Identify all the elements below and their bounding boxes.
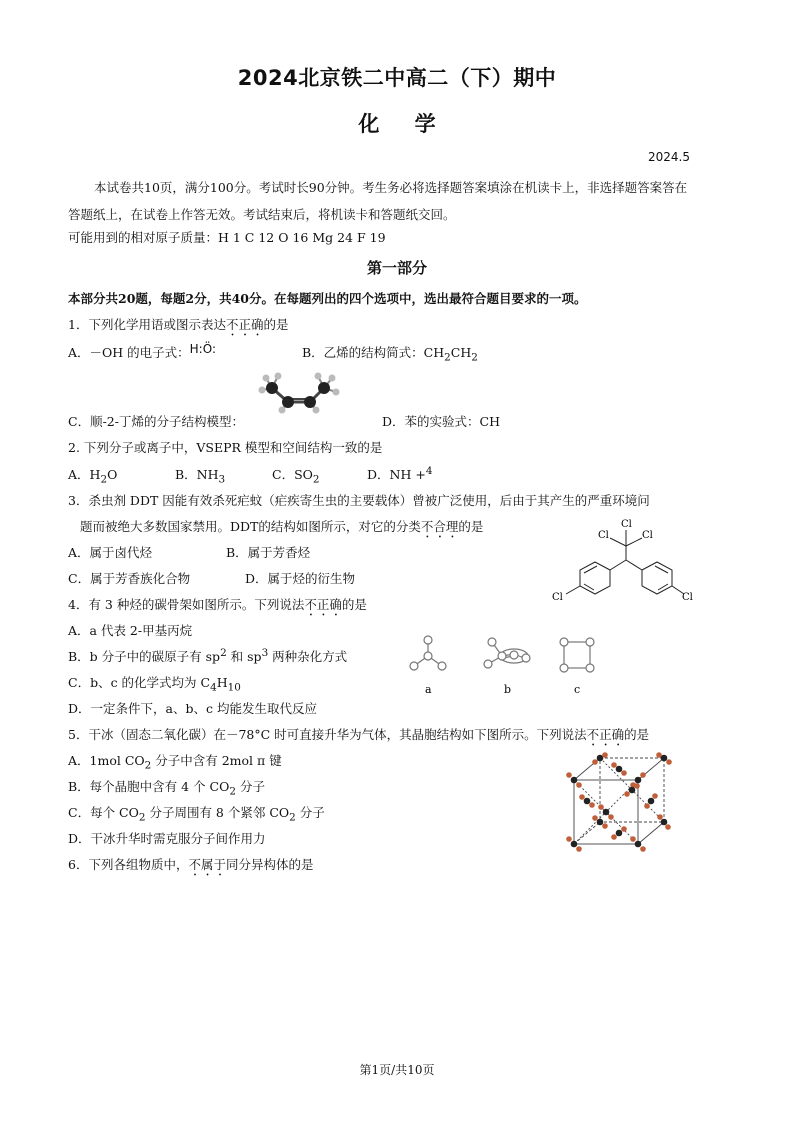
q4-option-b: B．b 分子中的碳原子有 $sp^2$ 和 $sp^3$ 两种杂化方式	[68, 647, 348, 665]
ddt-structure-diagram	[548, 516, 700, 606]
part-intro: 本部分共20题，每题2分，共40分。在每题列出的四个选项中，选出最符合题目要求的一项。	[68, 291, 587, 306]
q3-option-d: D．属于烃的衍生物	[245, 571, 356, 586]
emphasis-text: 不正确	[225, 317, 264, 332]
q1-stem: 1．下列化学用语或图示表达不正确的是	[68, 317, 289, 332]
q2-option-d: D．NH +$^4$	[367, 465, 433, 483]
q4-option-d: D．一定条件下，a、b、c 均能发生取代反应	[68, 701, 317, 716]
q5-option-a: A．1mol $CO_2$ 分子中含有 2mol π 键	[68, 753, 282, 772]
ddt-cl-label: Cl	[682, 592, 693, 603]
q3-stem-line2: 题而被绝大多数国家禁用。DDT的结构如图所示，对它的分类不合理的是	[80, 519, 484, 534]
q2-option-c: C．$SO_2$	[272, 467, 320, 486]
emphasis-text: 不正确	[304, 597, 342, 612]
q5-option-b: B．每个晶胞中含有 4 个 $CO_2$ 分子	[68, 779, 265, 798]
emphasis-text: 不合理	[420, 519, 459, 534]
q5-option-d: D．干冰升华时需克服分子间作用力	[68, 831, 266, 846]
page-footer: 第1页/共10页	[359, 1063, 435, 1077]
q1-option-a: A．－OH 的电子式：H:Ö:	[68, 342, 216, 360]
carbon-skeleton-diagram	[402, 630, 602, 700]
subject-title: 化 学	[358, 112, 436, 136]
atomic-masses: 可能用到的相对原子质量：H 1 C 12 O 16 Mg 24 F 19	[68, 230, 386, 245]
q3-option-b: B．属于芳香烃	[226, 545, 311, 560]
q3-option-a: A．属于卤代烃	[68, 545, 153, 560]
emphasis-text: 不正确	[586, 727, 625, 742]
q5-stem: 5．干冰（固态二氧化碳）在－78°C 时可直接升华为气体，其晶胞结构如下图所示。下列说法不正确的是	[68, 727, 650, 742]
skeleton-label-c: c	[574, 683, 581, 696]
exam-title: 2024北京铁二中高二（下）期中	[237, 66, 557, 90]
skeleton-label-b: b	[504, 683, 512, 696]
q4-option-a: A．a 代表 2-甲基丙烷	[68, 623, 193, 638]
q3-stem-line1: 3．杀虫剂 DDT 因能有效杀死疟蚊（疟疾寄生虫的主要载体）曾被广泛使用，后由于其产生的严重环境问	[68, 493, 650, 508]
q2-stem: 2. 下列分子或离子中，VSEPR 模型和空间结构一致的是	[68, 440, 383, 455]
ddt-cl-label: Cl	[621, 519, 632, 530]
q1-option-c: C．顺-2-丁烯的分子结构模型：	[68, 414, 244, 429]
q1-option-b: B．乙烯的结构简式：$CH_2CH_2$	[302, 345, 478, 364]
part-heading: 第一部分	[366, 259, 427, 277]
dry-ice-unit-cell-diagram	[560, 752, 678, 852]
ddt-cl-label: Cl	[552, 592, 563, 603]
q2-option-b: B．$NH_3$	[175, 467, 226, 486]
electron-formula: H:Ö:	[189, 342, 216, 356]
q4-stem: 4．有 3 种烃的碳骨架如图所示。下列说法不正确的是	[68, 597, 367, 612]
q6-stem: 6．下列各组物质中，不属于同分异构体的是	[68, 857, 314, 872]
instructions: 本试卷共10页，满分100分。考试时长90分钟。考生务必将选择题答案填涂在机读卡上，非选择题答案答在答题纸上，在试卷上作答无效。考试结束后，将机读卡和答题纸交回。	[68, 180, 688, 222]
q4-option-c: C．b、c 的化学式均为 $C_4H_{10}$	[68, 675, 241, 694]
ddt-cl-label: Cl	[642, 530, 653, 541]
ddt-cl-label: Cl	[598, 530, 609, 541]
skeleton-label-a: a	[425, 683, 432, 696]
q3-option-c: C．属于芳香族化合物	[68, 571, 191, 586]
q2-option-a: A．$H_2O$	[68, 467, 118, 486]
emphasis-text: 不属于	[188, 857, 226, 872]
q1-option-d: D．苯的实验式：CH	[382, 414, 500, 429]
cis-2-butene-model	[258, 370, 340, 414]
q5-option-c: C．每个 $CO_2$ 分子周围有 8 个紧邻 $CO_2$ 分子	[68, 805, 325, 824]
exam-date: 2024.5	[648, 150, 690, 164]
